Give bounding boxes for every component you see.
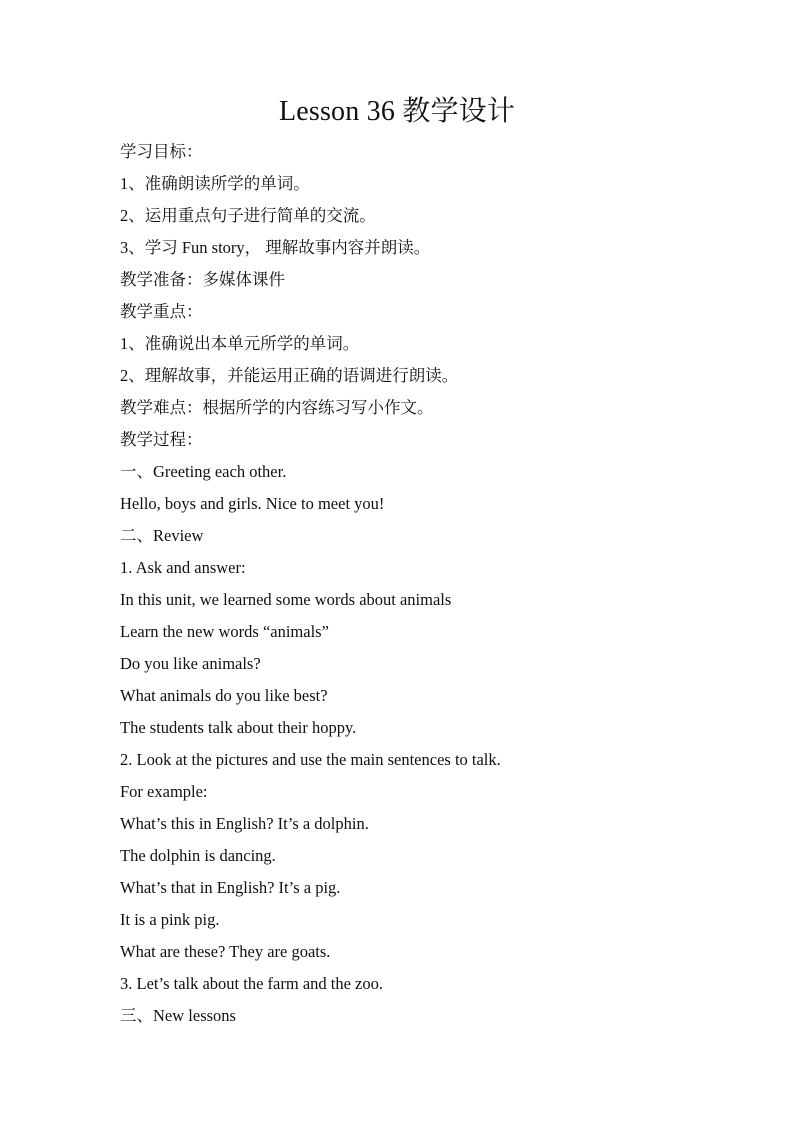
- body-line: 教学过程：: [120, 430, 203, 449]
- body-line: The dolphin is dancing.: [120, 846, 276, 865]
- body-line: Hello, boys and girls. Nice to meet you!: [120, 494, 385, 513]
- body-line: For example:: [120, 782, 208, 801]
- document-body: [120, 136, 740, 1032]
- body-line: 教学难点：根据所学的内容练习写小作文。: [120, 398, 434, 417]
- body-line: Learn the new words “animals”: [120, 622, 329, 641]
- body-line: What are these? They are goats.: [120, 942, 331, 961]
- body-line: 教学准备：多媒体课件: [120, 270, 285, 289]
- body-line: What’s that in English? It’s a pig.: [120, 878, 341, 897]
- body-line: 1、准确说出本单元所学的单词。: [120, 334, 360, 353]
- body-line: 教学重点：: [120, 302, 203, 321]
- document-title: Lesson 36 教学设计: [278, 96, 516, 127]
- body-line: 2、运用重点句子进行简单的交流。: [120, 206, 376, 225]
- body-line: 2、理解故事，并能运用正确的语调进行朗读。: [120, 366, 459, 385]
- body-line: It is a pink pig.: [120, 910, 220, 929]
- body-line: 3. Let’s talk about the farm and the zoo.: [120, 974, 384, 993]
- body-line: The students talk about their hoppy.: [120, 718, 357, 737]
- body-line: 1. Ask and answer:: [120, 558, 246, 577]
- body-line: In this unit, we learned some words about animals: [120, 590, 452, 609]
- body-line: 学习目标：: [120, 142, 203, 161]
- body-line: What animals do you like best?: [120, 686, 328, 705]
- body-line: What’s this in English? It’s a dolphin.: [120, 814, 369, 833]
- body-line: 1、准确朗读所学的单词。: [120, 174, 310, 193]
- body-line: 2. Look at the pictures and use the main sentences to talk.: [120, 750, 501, 769]
- body-line: 3、学习 Fun story， 理解故事内容并朗读。: [120, 238, 431, 257]
- body-line: 一、Greeting each other.: [120, 462, 287, 481]
- body-line: 三、New lessons: [120, 1006, 236, 1025]
- body-line: Do you like animals?: [120, 654, 261, 673]
- body-line: 二、Review: [120, 526, 204, 545]
